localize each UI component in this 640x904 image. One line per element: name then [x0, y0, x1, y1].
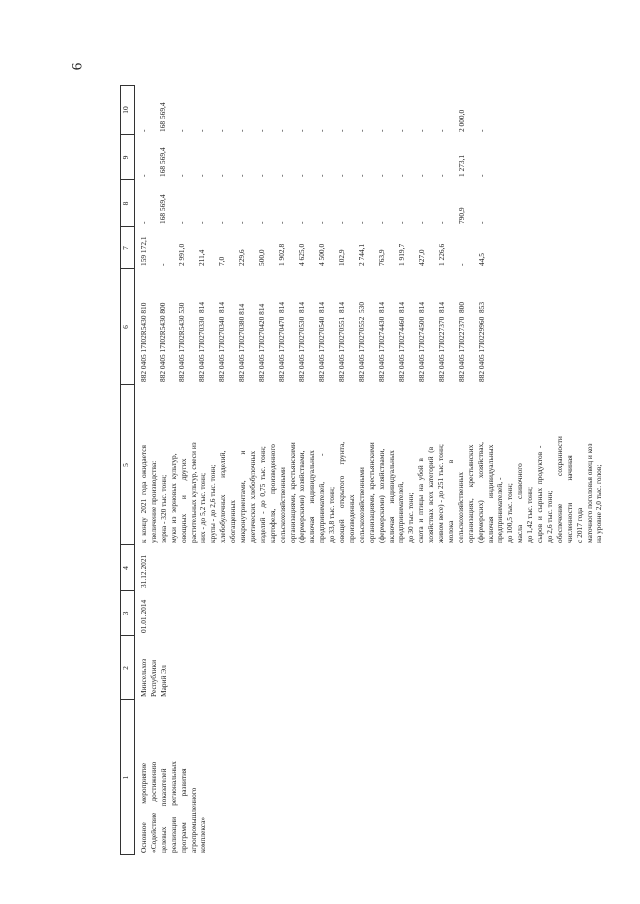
amount-2019: 211,4: [197, 249, 206, 266]
result-line: сельскохозяйственными: [356, 467, 366, 543]
amount-2022: -: [197, 129, 206, 132]
amount-2019: 1 902,8: [277, 243, 286, 266]
budget-code: 882 0405 17I0270420 814: [257, 303, 266, 382]
col-divider: [120, 134, 134, 135]
activity-name-line: «Содействие достижению: [148, 761, 158, 853]
amount-2021: 1 273,1: [457, 154, 466, 177]
amount-2021: -: [257, 174, 266, 177]
table-row: [158, 85, 170, 855]
budget-code: 882 0405 17I0270340 814: [217, 301, 226, 382]
amount-2020: -: [437, 221, 446, 224]
result-line: зерна - 320 тыс. тонн;: [158, 474, 168, 543]
result-line: обогащенных: [228, 499, 238, 543]
budget-code: 882 0405 17I0227370 814: [437, 301, 446, 382]
result-line: предпринимателей, -: [495, 477, 505, 543]
result-line: хлебобулочных изделий,: [218, 450, 228, 543]
amount-2022: 168 569,4: [158, 102, 167, 132]
col-header-9: 9: [121, 155, 130, 160]
budget-code: 882 0405 17I02R5430 530: [177, 302, 186, 382]
amount-2020: 168 569,4: [158, 194, 167, 224]
table-row: [337, 85, 349, 855]
amount-2019: 763,9: [377, 249, 386, 266]
result-line: предпринимателей,: [396, 481, 406, 543]
amount-2022: -: [237, 129, 246, 132]
amount-2019: 102,9: [337, 249, 346, 266]
amount-2019: 229,6: [237, 249, 246, 266]
amount-2022: -: [297, 129, 306, 132]
result-line: живом весе) - до 251 тыс. тонн;: [436, 444, 445, 543]
col-divider: [120, 268, 134, 269]
amount-2020: -: [177, 221, 186, 224]
amount-2021: -: [317, 174, 326, 177]
result-line: растительных культур, смеси из: [188, 442, 198, 543]
result-line: к концу 2021 года ожидается: [139, 445, 148, 543]
col-header-7: 7: [121, 246, 130, 250]
result-line: на уровне 2,0 тыс. голов;: [594, 464, 604, 543]
table-row: [177, 85, 189, 855]
activity-name-line: программ развития: [178, 768, 188, 853]
amount-2019: 500,0: [257, 249, 266, 266]
result-line: сыров и сырных продуктов -: [535, 445, 544, 543]
page-number: 6: [69, 62, 86, 71]
amount-2022: -: [437, 129, 446, 132]
result-line: включая индивидуальных: [386, 450, 396, 543]
amount-2021: -: [197, 174, 206, 177]
table-row: [277, 85, 289, 855]
result-line: до 30 тыс. тонн;: [406, 492, 416, 543]
col-header-1: 1: [121, 775, 130, 780]
col-header-3: 3: [121, 611, 130, 616]
col-divider: [120, 699, 134, 700]
amount-2019: 1 226,6: [437, 243, 446, 266]
col-divider: [120, 854, 134, 855]
amount-2021: -: [277, 174, 286, 177]
amount-2021: -: [417, 174, 426, 177]
table-row: [257, 85, 269, 855]
result-line: изделий - до 0,75 тыс. тонн;: [257, 446, 267, 543]
end-date: 31.12.2021: [139, 554, 148, 588]
amount-2020: -: [139, 221, 148, 224]
amount-2019: 159 172,1: [139, 236, 148, 266]
amount-2019: 2 991,0: [177, 243, 186, 266]
amount-2021: -: [139, 174, 148, 177]
amount-2020: -: [377, 221, 386, 224]
result-line: обеспечение сохранности: [554, 436, 564, 543]
result-line: включая индивидуальных: [485, 444, 495, 543]
result-line: (фермерскими) хозяйствами,: [297, 450, 307, 543]
amount-2022: 2 000,0: [457, 109, 466, 132]
result-line: организациями, крестьянскими: [366, 442, 376, 543]
amount-2022: -: [139, 129, 148, 132]
table-row: [437, 85, 449, 855]
budget-code: 882 0405 17I0270330 814: [197, 301, 206, 382]
result-line: включая индивидуальных: [307, 450, 317, 543]
result-line: скота и птицы на убой в: [416, 458, 426, 543]
activity-name-line: агропромышленного: [188, 787, 198, 853]
result-line: (фермерскими) хозяйствами,: [376, 448, 386, 543]
table-row: [139, 85, 151, 855]
amount-2022: -: [417, 129, 426, 132]
amount-2022: -: [177, 129, 186, 132]
executor-line: Республики: [148, 659, 158, 697]
activity-name-line: реализации региональных: [168, 761, 178, 853]
col-divider: [120, 226, 134, 227]
amount-2020: -: [197, 221, 206, 224]
amount-2020: -: [257, 221, 266, 224]
amount-2021: -: [217, 174, 226, 177]
result-line: сельскохозяйственными: [277, 467, 287, 543]
table-row: [457, 85, 469, 855]
col-divider: [120, 635, 134, 636]
amount-2022: -: [217, 129, 226, 132]
table-row: [477, 85, 489, 855]
result-line: овощных и других: [178, 458, 188, 543]
budget-code: 882 0405 17I0270551 814: [337, 301, 346, 382]
amount-2021: -: [237, 174, 246, 177]
amount-2019: 4 500,0: [317, 243, 326, 266]
result-line: (фермерских) хозяйствах,: [475, 441, 485, 543]
table-row: [237, 85, 249, 855]
col-header-8: 8: [121, 201, 130, 206]
result-line: с 2017 года: [574, 507, 584, 543]
amount-2022: -: [357, 129, 366, 132]
result-line: увеличение производства:: [148, 460, 158, 543]
amount-2020: -: [217, 221, 226, 224]
amount-2022: -: [337, 129, 346, 132]
result-line: до 1,42 тыс. тонн;: [525, 486, 535, 543]
amount-2021: -: [337, 174, 346, 177]
table-row: [297, 85, 309, 855]
budget-code: 882 0405 17I02R5430 810: [139, 302, 148, 382]
table-row: [317, 85, 329, 855]
budget-table: [120, 85, 604, 855]
amount-2022: -: [257, 129, 266, 132]
result-line: картофеля, произведенного: [267, 443, 277, 543]
amount-2019: 4 625,0: [297, 243, 306, 266]
amount-2020: -: [357, 221, 366, 224]
amount-2020: -: [417, 221, 426, 224]
col-header-6: 6: [121, 325, 130, 329]
amount-2019: 44,5: [477, 253, 486, 266]
col-header-2: 2: [121, 666, 130, 670]
result-line: них - до 5,2 тыс. тонн;: [198, 472, 208, 543]
col-header-10: 10: [121, 106, 130, 114]
amount-2022: -: [277, 129, 286, 132]
result-line: организациях, крестьянских: [465, 444, 475, 543]
budget-code: 882 0405 17I0270540 814: [317, 301, 326, 382]
result-line: молока в: [445, 459, 455, 543]
amount-2021: -: [397, 174, 406, 177]
result-line: микронутриентами, и: [238, 450, 247, 543]
executor-line: Минсельхоз: [139, 658, 148, 697]
budget-code: 882 0405 17I0229960 853: [477, 301, 486, 382]
amount-2020: -: [297, 221, 306, 224]
amount-2019: 427,0: [417, 249, 426, 266]
result-line: масла сливочного: [515, 463, 525, 543]
amount-2021: -: [297, 174, 306, 177]
amount-2021: -: [477, 174, 486, 177]
amount-2021: -: [377, 174, 386, 177]
budget-code: 882 0405 17I0274500 814: [417, 301, 426, 382]
result-line: предпринимателей, -: [317, 453, 327, 543]
budget-code: 882 0405 17I02R5430 800: [158, 302, 167, 382]
budget-code: 882 0405 17I0227370 800: [457, 301, 466, 382]
amount-2020: 790,9: [457, 207, 466, 224]
table-row: [357, 85, 369, 855]
budget-code: 882 0405 17I0270552 530: [357, 301, 366, 382]
amount-2019: 1 919,7: [397, 243, 406, 266]
amount-2020: -: [337, 221, 346, 224]
activity-name-line: комплекса»: [198, 816, 208, 853]
budget-code: 882 0405 17I0274430 814: [377, 301, 386, 382]
col-divider: [120, 179, 134, 180]
amount-2022: -: [397, 129, 406, 132]
budget-code: 882 0405 17I0270470 814: [277, 301, 286, 382]
amount-2020: -: [277, 221, 286, 224]
header-bottom-border: [134, 85, 135, 855]
amount-2019: -: [158, 263, 167, 266]
amount-2020: -: [477, 221, 486, 224]
result-line: муки из зерновых культур,: [168, 453, 178, 543]
col-divider: [120, 384, 134, 385]
activity-name-line: Основное мероприятие: [139, 762, 148, 853]
amount-2021: -: [357, 174, 366, 177]
start-date: 01.01.2014: [139, 599, 148, 633]
amount-2020: -: [397, 221, 406, 224]
header-top-border: [120, 85, 121, 855]
col-divider: [120, 85, 134, 86]
activity-name-line: целевых показателей: [158, 768, 168, 853]
executor-line: Марий Эл: [158, 665, 168, 697]
amount-2019: -: [457, 263, 466, 266]
result-line: овощей открытого грунта,: [337, 441, 346, 543]
amount-2020: -: [237, 221, 246, 224]
col-divider: [120, 590, 134, 591]
col-divider: [120, 544, 134, 545]
result-line: до 33,8 тыс. тонн;: [327, 486, 337, 543]
table-row: [197, 85, 209, 855]
col-header-5: 5: [121, 463, 130, 467]
result-line: крупы - до 2,6 тыс. тонн;: [208, 464, 218, 543]
table-row: [217, 85, 229, 855]
amount-2021: 168 569,4: [158, 147, 167, 177]
table-row: [377, 85, 389, 855]
result-line: произведенных: [346, 494, 356, 543]
amount-2019: 2 744,1: [357, 243, 366, 266]
result-line: до 100,5 тыс. тонн;: [505, 483, 515, 543]
amount-2020: -: [317, 221, 326, 224]
amount-2021: -: [437, 174, 446, 177]
result-line: численности начиная: [564, 455, 574, 543]
amount-2021: -: [177, 174, 186, 177]
table-row: [417, 85, 429, 855]
result-line: до 2,6 тыс. тонн;: [544, 490, 554, 543]
table-row: [397, 85, 409, 855]
result-line: хозяйствах всех категорий (в: [426, 446, 436, 543]
amount-2022: -: [477, 129, 486, 132]
result-line: сельскохозяйственных: [455, 472, 465, 543]
budget-code: 882 0405 17I0270530 814: [297, 301, 306, 382]
budget-code: 882 0405 17I0270380 814: [237, 303, 246, 382]
result-line: маточного поголовья овец и коз: [584, 443, 594, 543]
result-line: организациями, крестьянскими: [287, 442, 297, 543]
amount-2022: -: [317, 129, 326, 132]
amount-2022: -: [377, 129, 386, 132]
col-header-4: 4: [121, 566, 130, 570]
amount-2019: 7,0: [217, 256, 226, 266]
budget-code: 882 0405 17I0274460 814: [397, 301, 406, 382]
result-line: диетических хлебобулочных: [247, 450, 257, 543]
